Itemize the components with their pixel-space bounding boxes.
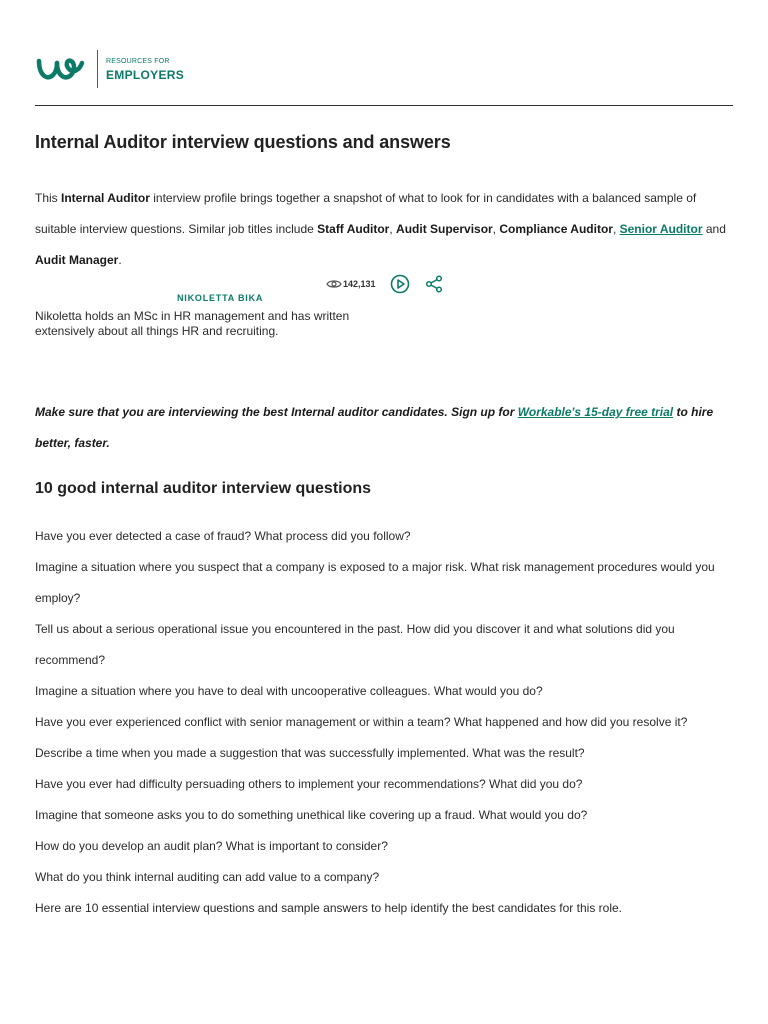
job-title-internal-auditor: Internal Auditor — [61, 191, 150, 205]
intro-text: , — [389, 222, 397, 236]
free-trial-link[interactable]: Workable's 15-day free trial — [517, 405, 674, 419]
question-item: Describe a time when you made a suggestion that was successfully implemented. What was the result? — [35, 746, 585, 760]
play-circle-icon[interactable] — [390, 274, 410, 294]
view-count-value: 142,131 — [343, 279, 376, 289]
question-item: Imagine that someone asks you to do something unethical like covering up a fraud. What would you do? — [35, 808, 588, 822]
intro-text: , — [492, 222, 500, 236]
author-bio: Nikoletta holds an MSc in HR management and has written extensively about all things HR and recruiting. — [35, 309, 350, 338]
view-count — [326, 278, 376, 290]
logo-divider — [97, 50, 98, 88]
similar-title-compliance-auditor: Compliance Auditor — [499, 222, 613, 236]
author-name[interactable]: NIKOLETTA BIKA — [177, 293, 264, 303]
signup-cta — [35, 397, 735, 459]
section-heading: 10 good internal auditor interview questions — [35, 480, 372, 497]
logo-text[interactable] — [106, 58, 184, 81]
share-icon[interactable] — [425, 275, 443, 293]
eye-icon — [326, 278, 342, 290]
question-item: Here are 10 essential interview questions and sample answers to help identify the best candidates for this role. — [35, 901, 622, 915]
logo-wordmark: EMPLOYERS — [106, 67, 185, 82]
intro-text: interview profile brings together a snapshot of what to look for in candidates with a balanced sample of suitable interview questions. Similar job titles include — [35, 191, 697, 236]
article-meta — [326, 274, 443, 294]
intro-text: This — [35, 191, 62, 205]
intro-paragraph — [35, 183, 735, 276]
question-item: Tell us about a serious operational issue you encountered in the past. How did you discover it and what solutions did you recommend? — [35, 622, 675, 667]
question-item: What do you think internal auditing can add value to a company? — [35, 870, 380, 884]
cta-text: Make sure that you are interviewing the best Internal auditor candidates. Sign up for — [35, 405, 518, 419]
intro-text: , — [612, 222, 620, 236]
logo-tagline: RESOURCES FOR — [106, 57, 170, 65]
header-divider — [35, 105, 733, 106]
intro-text: . — [118, 253, 122, 267]
senior-auditor-link[interactable]: Senior Auditor — [619, 222, 703, 236]
question-item: Imagine a situation where you have to deal with uncooperative colleagues. What would you do? — [35, 684, 543, 698]
intro-text: and — [702, 222, 726, 236]
similar-title-audit-supervisor: Audit Supervisor — [396, 222, 493, 236]
question-item: How do you develop an audit plan? What is important to consider? — [35, 839, 388, 853]
question-item: Have you ever had difficulty persuading others to implement your recommendations? What did you do? — [35, 777, 583, 791]
similar-title-staff-auditor: Staff Auditor — [317, 222, 390, 236]
question-item: Imagine a situation where you suspect that a company is exposed to a major risk. What risk management procedures would you employ? — [35, 560, 715, 605]
site-header — [35, 50, 184, 88]
question-item: Have you ever detected a case of fraud? What process did you follow? — [35, 529, 411, 543]
page-title: Internal Auditor interview questions and answers — [35, 132, 451, 152]
workable-logo-icon[interactable] — [35, 51, 85, 87]
similar-title-audit-manager: Audit Manager — [35, 253, 119, 267]
cta-text: to hire better, faster. — [35, 405, 714, 450]
question-list — [35, 521, 735, 924]
question-item: Have you ever experienced conflict with senior management or within a team? What happened and how did you resolve it? — [35, 715, 688, 729]
